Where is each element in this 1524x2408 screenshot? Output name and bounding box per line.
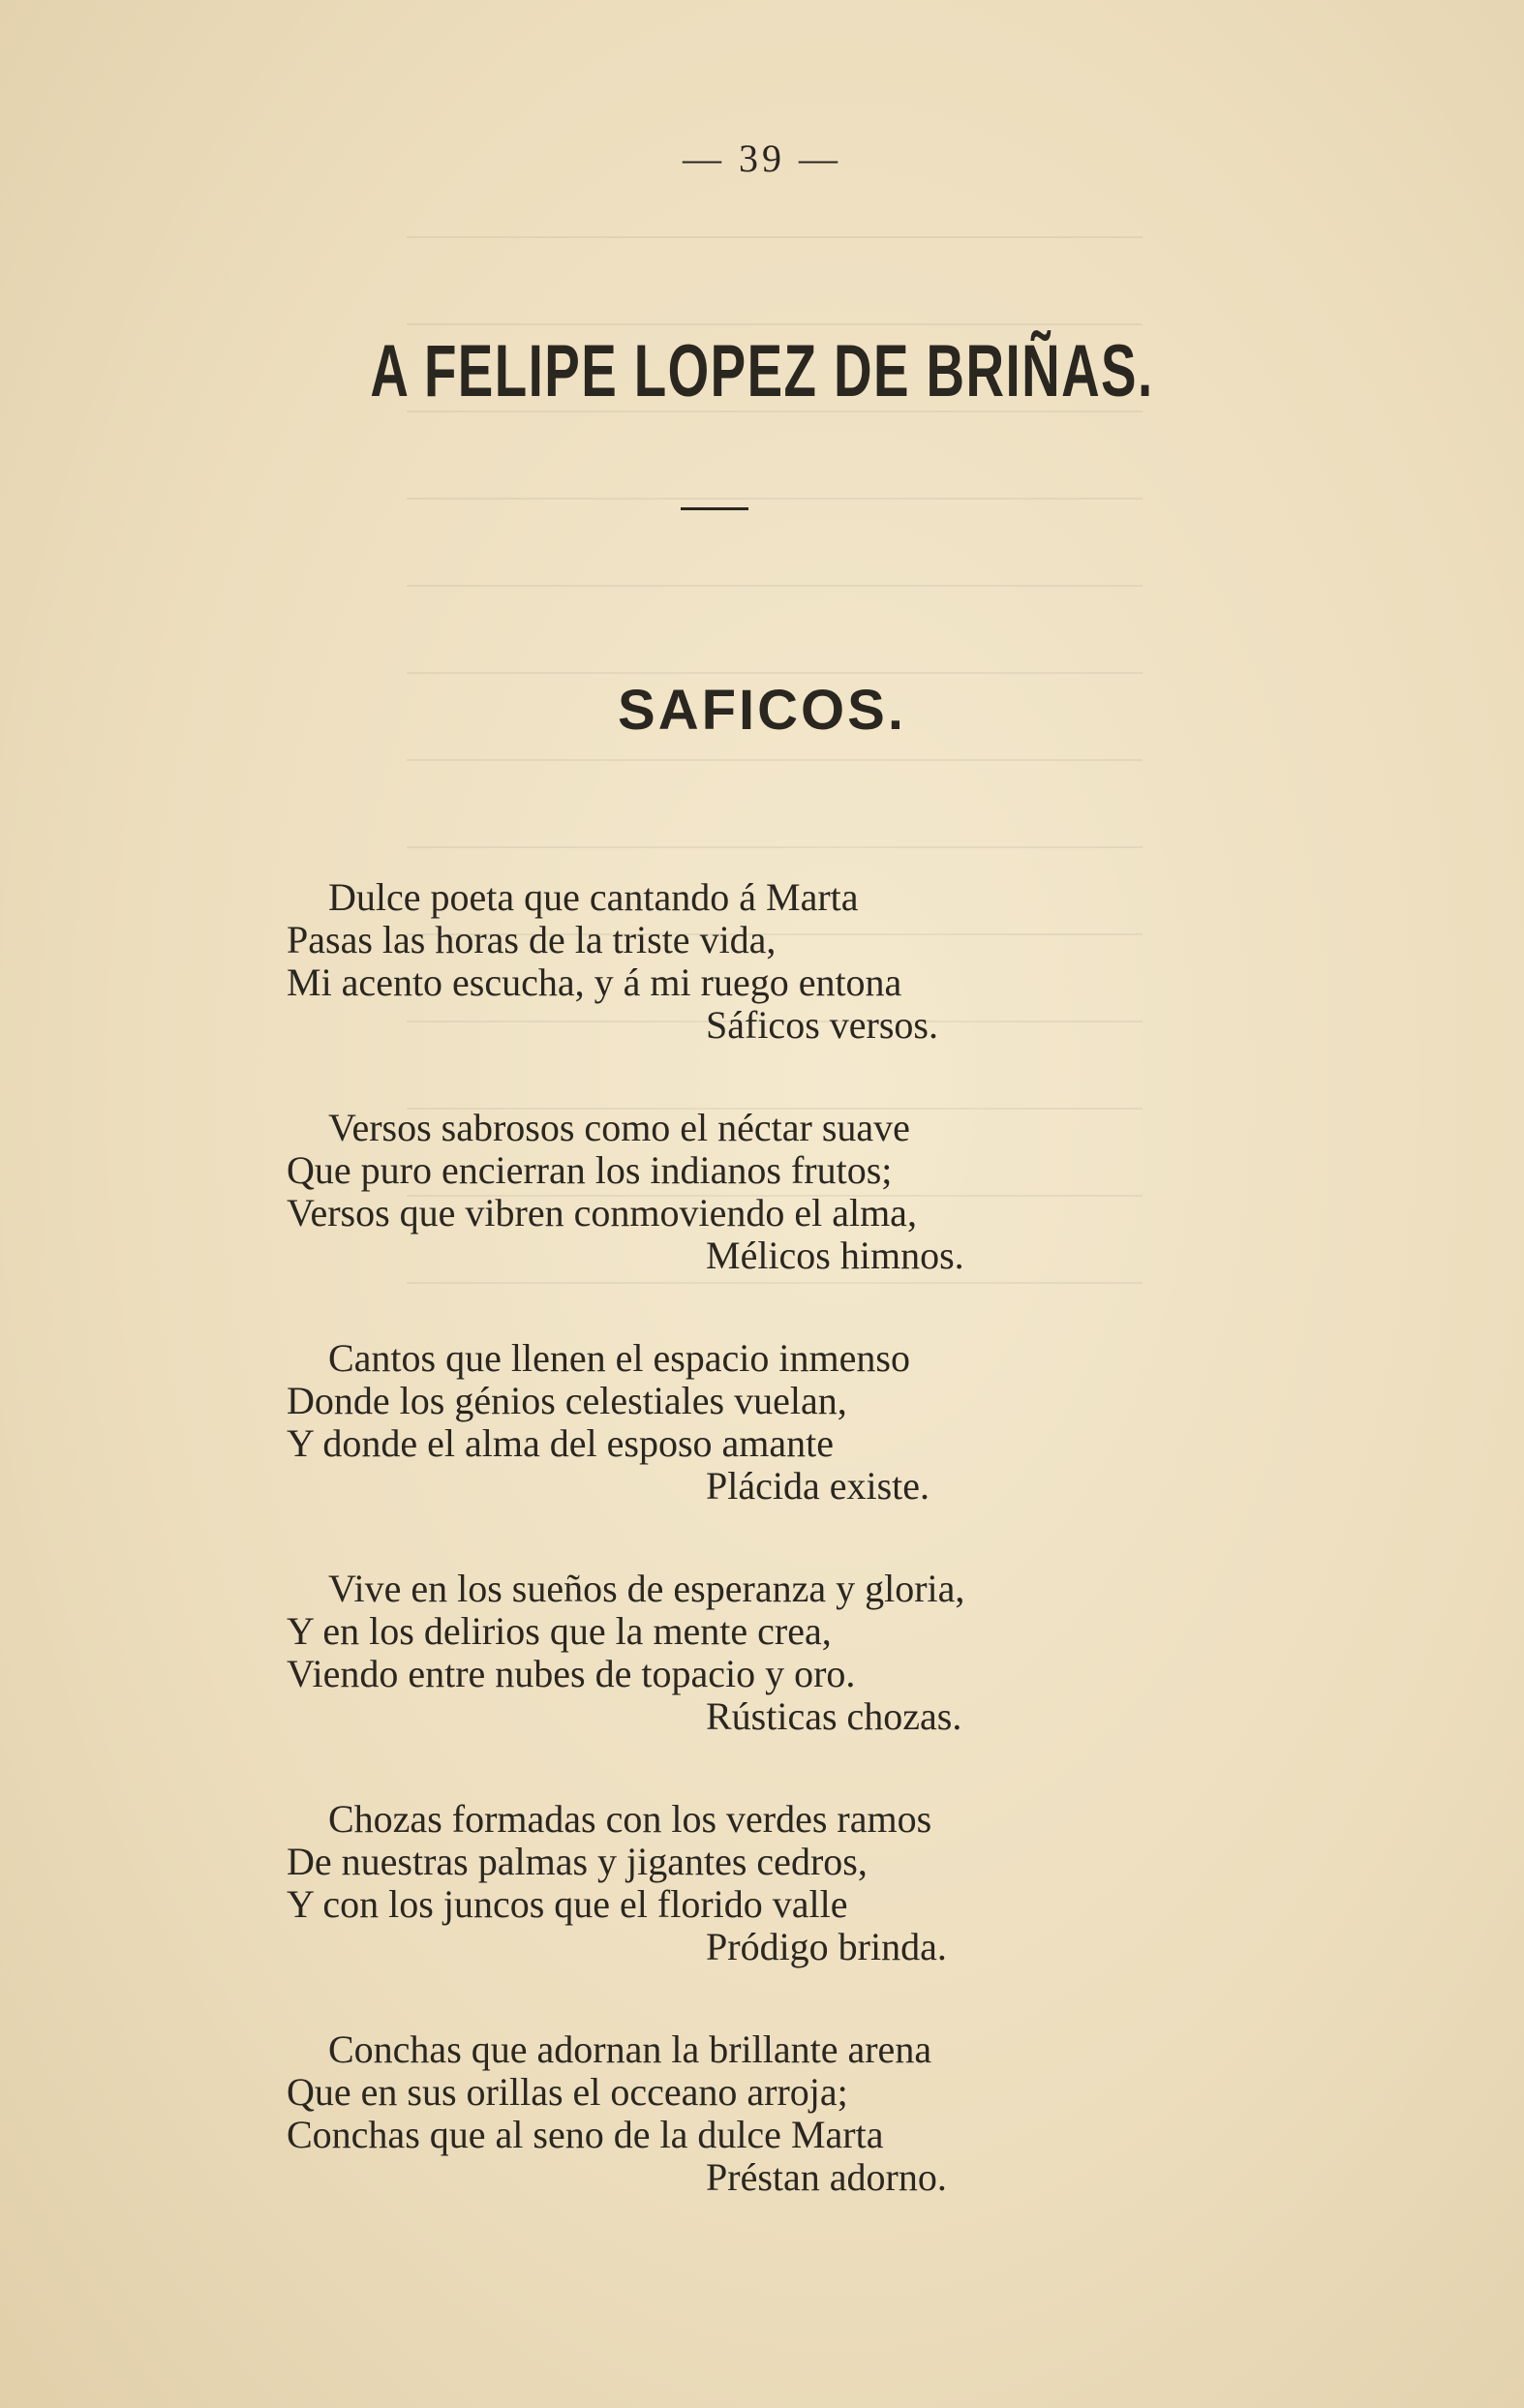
stanza <box>287 1568 1255 1738</box>
stanza <box>287 876 1255 1047</box>
verse-line-adonic: Pródigo brinda. <box>706 1925 947 1968</box>
verse-line: Y donde el alma del esposo amante <box>287 1421 834 1465</box>
stanza <box>287 1107 1255 1277</box>
poem-title: A FELIPE LOPEZ DE BRIÑAS. <box>370 330 1154 412</box>
verse-line: Vive en los sueños de esperanza y gloria, <box>328 1567 965 1610</box>
verse-line: Mi acento escucha, y á mi ruego entona <box>287 960 902 1004</box>
verse-line: Viendo entre nubes de topacio y oro. <box>287 1652 856 1695</box>
verse-line: Y con los juncos que el florido valle <box>287 1882 848 1926</box>
verse-line: Versos que vibren conmoviendo el alma, <box>287 1191 917 1234</box>
verse-line-adonic: Rústicas chozas. <box>706 1694 962 1738</box>
verse-line-adonic: Mélicos himnos. <box>706 1234 964 1277</box>
verse-line: Cantos que llenen el espacio inmenso <box>328 1336 910 1380</box>
stanza <box>287 1798 1255 1968</box>
stanza <box>287 2028 1255 2199</box>
poem-subtitle: SAFICOS. <box>618 679 906 742</box>
verse-line: Que puro encierran los indianos frutos; <box>287 1148 893 1192</box>
title-divider <box>681 507 748 510</box>
verse-line: Que en sus orillas el occeano arroja; <box>287 2070 848 2114</box>
page-number: — 39 — <box>683 137 841 180</box>
stanza <box>287 1337 1255 1508</box>
verse-line: Chozas formadas con los verdes ramos <box>328 1797 932 1841</box>
verse-line: Y en los delirios que la mente crea, <box>287 1609 832 1653</box>
verse-line: Versos sabrosos como el néctar suave <box>328 1106 910 1149</box>
verse-line: Conchas que adornan la brillante arena <box>328 2027 932 2071</box>
verse-line: Donde los génios celestiales vuelan, <box>287 1379 847 1422</box>
verse-line-adonic: Préstan adorno. <box>706 2155 947 2199</box>
verse-line: Conchas que al seno de la dulce Marta <box>287 2113 884 2156</box>
verse-line-adonic: Plácida existe. <box>706 1464 930 1508</box>
verse-line: Dulce poeta que cantando á Marta <box>328 875 859 919</box>
verse-line: De nuestras palmas y jigantes cedros, <box>287 1840 868 1883</box>
poem-body <box>287 876 1255 2259</box>
verse-line: Pasas las horas de la triste vida, <box>287 918 777 961</box>
verse-line-adonic: Sáficos versos. <box>706 1003 938 1047</box>
